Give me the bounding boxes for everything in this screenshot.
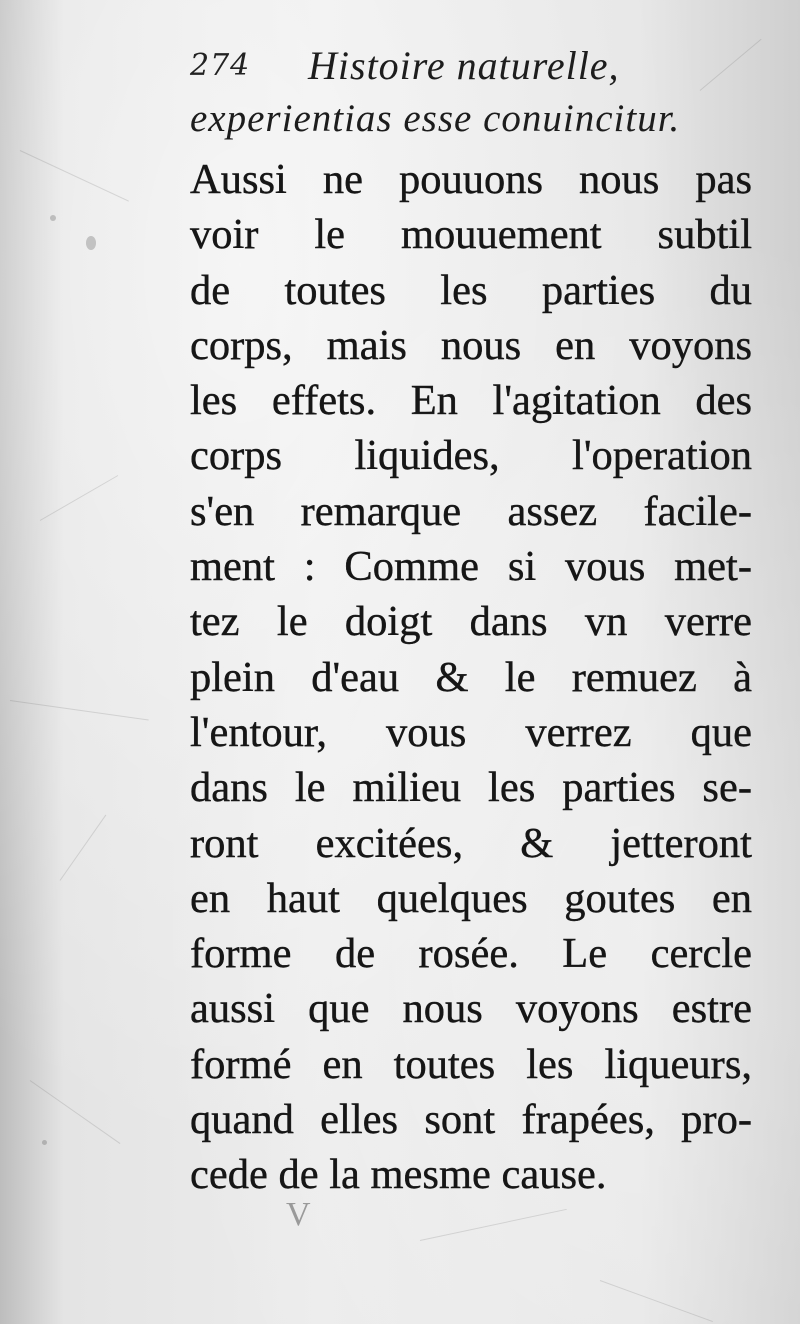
- body-text: [190, 152, 752, 1203]
- paper-fiber: [420, 1209, 567, 1241]
- text-line: dans le milieu les parties se-: [190, 764, 752, 812]
- text-line: s'en remarque assez facile-: [190, 487, 752, 535]
- text-line: forme de rosée. Le cercle: [190, 930, 752, 978]
- paper-spot: [50, 215, 56, 221]
- paper-fiber: [40, 475, 118, 521]
- text-line: aussi que nous voyons estre: [190, 985, 752, 1033]
- text-line: en haut quelques goutes en: [190, 874, 752, 922]
- running-head: Histoire naturelle,: [308, 43, 620, 88]
- text-line: les effets. En l'agitation des: [190, 377, 752, 425]
- text-line: ment : Comme si vous met-: [190, 543, 752, 591]
- paper-fiber: [30, 1080, 121, 1144]
- text-line: ront excitées, & jetteront: [190, 819, 752, 867]
- text-line: Aussi ne pouuons nous pas: [190, 156, 752, 203]
- paper-spot: [86, 236, 96, 250]
- paper-fiber: [60, 815, 107, 881]
- text-line: formé en toutes les liqueurs,: [190, 1040, 752, 1088]
- text-line: corps, mais nous en voyons: [190, 321, 752, 369]
- text-line: quand elles sont frapées, pro-: [190, 1096, 752, 1144]
- page-number: 274: [190, 48, 251, 83]
- paper-fiber: [10, 700, 149, 720]
- text-line: cede de la mesme cause.: [190, 1151, 607, 1199]
- signature-mark: V: [286, 1196, 311, 1233]
- page-header: [190, 42, 750, 86]
- text-line: voir le mouuement subtil: [190, 211, 752, 259]
- latin-quotation-line: experientias esse conuincitur.: [190, 97, 681, 140]
- text-line: corps liquides, l'operation: [190, 432, 752, 480]
- paper-spot: [42, 1140, 47, 1145]
- paper-fiber: [20, 150, 129, 202]
- text-line: de toutes les parties du: [190, 266, 752, 314]
- text-line: tez le doigt dans vn verre: [190, 598, 752, 646]
- paper-fiber: [600, 1280, 713, 1322]
- text-line: l'entour, vous verrez que: [190, 708, 752, 756]
- text-line: plein d'eau & le remuez à: [190, 653, 752, 701]
